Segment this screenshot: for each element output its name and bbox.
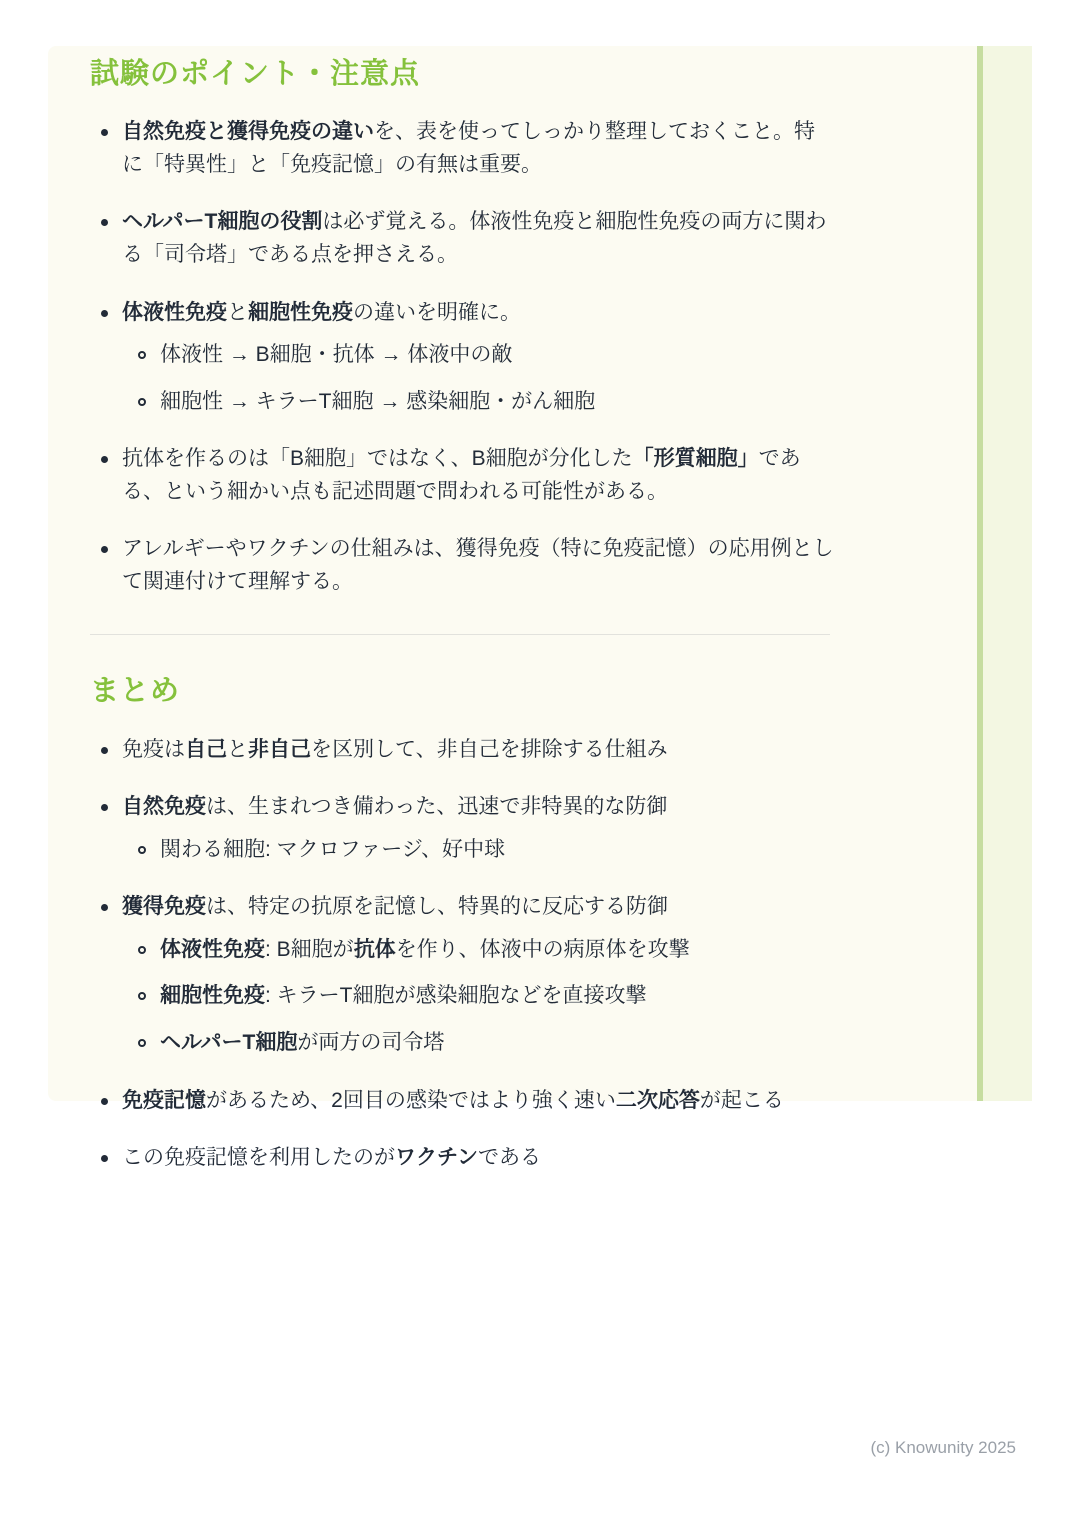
- sub-bullet-icon: [138, 1039, 146, 1047]
- list-item-text: [122, 795, 667, 818]
- bullet-icon: [101, 456, 108, 463]
- text-segment: 体液性免疫: [122, 300, 227, 324]
- sub-list-item: [122, 386, 835, 419]
- text-segment: 細胞性免疫: [160, 984, 265, 1008]
- list-item-text: [122, 895, 668, 918]
- text-segment: アレルギーやワクチンの仕組みは、獲得免疫（特に免疫記憶）の応用例として関連付けて理解する。: [122, 537, 834, 593]
- text-segment: : B細胞が: [265, 937, 354, 961]
- bullet-icon: [101, 904, 108, 911]
- text-segment: 「形質細胞」: [632, 447, 759, 471]
- bullet-icon: [101, 1098, 108, 1105]
- text-segment: 免疫記憶: [122, 1088, 206, 1112]
- bullet-icon: [101, 219, 108, 226]
- text-segment: 関わる細胞: マクロファージ、好中球: [160, 837, 506, 861]
- text-segment: 抗体を作るのは「B細胞」ではなく、B細胞が分化した: [122, 447, 633, 471]
- list-item-text: [122, 301, 521, 324]
- green-accent-stripe: [977, 46, 1032, 1101]
- list-item: [90, 297, 835, 419]
- list-item-text: [122, 447, 801, 503]
- text-segment: 細胞性 → キラーT細胞 → 感染細胞・がん細胞: [160, 389, 596, 413]
- bullet-icon: [101, 804, 108, 811]
- list-item: [90, 1085, 835, 1118]
- text-segment: 非自己: [248, 737, 311, 761]
- text-segment: 自己: [185, 737, 227, 761]
- list-item: [90, 734, 835, 767]
- section-divider: [90, 634, 830, 635]
- text-segment: 体液性免疫: [160, 937, 265, 961]
- sub-bullet-icon: [138, 846, 146, 854]
- text-segment: と: [227, 737, 248, 761]
- list-item-text: [160, 390, 595, 413]
- bullet-icon: [101, 546, 108, 553]
- text-segment: この免疫記憶を利用したのが: [122, 1146, 395, 1170]
- text-segment: ヘルパーT細胞: [160, 1030, 298, 1054]
- text-segment: である、という細かい点も記述問題で問われる可能性がある。: [122, 447, 801, 503]
- list-item: [90, 791, 835, 866]
- list-item-text: [160, 343, 512, 366]
- text-segment: : キラーT細胞が感染細胞などを直接攻撃: [265, 984, 647, 1008]
- bullet-icon: [101, 747, 108, 754]
- sub-bullet-icon: [138, 398, 146, 406]
- list-item: [90, 206, 835, 271]
- list-item-text: [122, 1089, 784, 1112]
- sub-list-item: [122, 339, 835, 372]
- sub-list-item: [122, 980, 835, 1013]
- sub-bullet-list: [122, 339, 835, 418]
- bullet-icon: [101, 129, 108, 136]
- list-item-text: [160, 1031, 444, 1054]
- list-item-text: [122, 210, 826, 266]
- text-segment: は必ず覚える。体液性免疫と細胞性免疫の両方に関わる「司令塔」である点を押さえる。: [122, 210, 827, 266]
- sub-bullet-icon: [138, 946, 146, 954]
- sub-bullet-icon: [138, 351, 146, 359]
- section-title: まとめ: [90, 675, 181, 708]
- text-segment: ワクチン: [395, 1146, 478, 1170]
- text-segment: 二次応答: [615, 1088, 700, 1112]
- text-segment: 自然免疫: [122, 795, 206, 819]
- text-segment: ヘルパーT細胞の役割: [122, 210, 323, 234]
- list-item-text: [122, 1146, 541, 1169]
- sub-list-item: [122, 834, 835, 867]
- sub-list-item: [122, 934, 835, 967]
- text-segment: を作り、体液中の病原体を攻撃: [395, 937, 690, 961]
- text-segment: 獲得免疫: [122, 895, 206, 919]
- text-segment: は、特定の抗原を記憶し、特異的に反応する防御: [206, 895, 668, 919]
- list-item: [90, 533, 835, 598]
- section-title: 試験のポイント・注意点: [90, 58, 421, 90]
- list-item-text: [160, 938, 690, 961]
- sub-list-item: [122, 1027, 835, 1060]
- sub-bullet-list: [122, 834, 835, 867]
- list-item-text: [160, 984, 647, 1007]
- text-segment: である: [477, 1146, 541, 1170]
- bullet-icon: [101, 310, 108, 317]
- list-item: [90, 443, 835, 508]
- text-segment: 抗体: [353, 937, 396, 961]
- bullet-list: [90, 116, 835, 598]
- text-segment: 細胞性免疫: [248, 300, 353, 324]
- list-item: [90, 116, 835, 181]
- list-item-text: [122, 120, 815, 176]
- sub-bullet-list: [122, 934, 835, 1060]
- content-card: [48, 46, 1032, 1170]
- text-segment: が起こる: [699, 1088, 784, 1112]
- text-segment: が両方の司令塔: [297, 1030, 445, 1054]
- text-segment: の違いを明確に。: [353, 300, 521, 324]
- list-item-text: [160, 838, 505, 861]
- text-segment: を区別して、非自己を排除する仕組み: [311, 737, 668, 761]
- list-item-text: [122, 537, 834, 593]
- text-segment: 免疫は: [122, 737, 185, 761]
- list-item: [90, 891, 835, 1059]
- bullet-list: [90, 734, 835, 1175]
- sub-bullet-icon: [138, 992, 146, 1000]
- text-segment: 体液性 → B細胞・抗体 → 体液中の敵: [160, 343, 513, 367]
- list-item: [90, 1142, 835, 1175]
- text-segment: 自然免疫と獲得免疫の違い: [122, 120, 374, 144]
- list-item-text: [122, 738, 668, 761]
- copyright-footer: (c) Knowunity 2025: [870, 1438, 1016, 1457]
- text-segment: と: [227, 300, 248, 324]
- text-segment: があるため、2回目の感染ではより強く速い: [206, 1088, 616, 1112]
- text-segment: は、生まれつき備わった、迅速で非特異的な防御: [206, 795, 668, 819]
- bullet-icon: [101, 1155, 108, 1162]
- sections: [90, 58, 835, 1200]
- text-segment: を、表を使ってしっかり整理しておくこと。特に「特異性」と「免疫記憶」の有無は重要。: [122, 120, 815, 176]
